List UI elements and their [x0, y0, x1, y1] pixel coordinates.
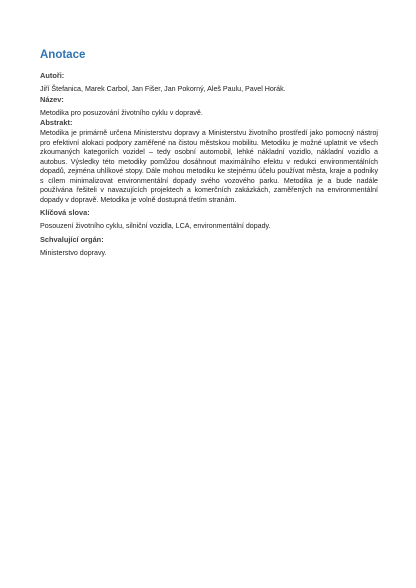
authors-value: Jiří Štefanica, Marek Carbol, Jan Fišer, Jan Pokorný, Aleš Paulu, Pavel Horák.: [40, 85, 286, 93]
title-section: [40, 95, 378, 119]
approver-section: [40, 235, 378, 259]
abstract-label: Abstrakt:: [40, 118, 73, 127]
keywords-label: Klíčová slova:: [40, 208, 90, 217]
page-heading: Anotace: [40, 49, 86, 61]
title-label: Název:: [40, 94, 64, 104]
authors-label: Autoři:: [40, 71, 65, 80]
abstract-section: [40, 118, 378, 205]
approver-value: Ministerstvo dopravy.: [40, 248, 107, 257]
approver-label: Schvalující orgán:: [40, 234, 104, 244]
abstract-value: Metodika je primárně určena Ministerstvu dopravy a Ministerstvu životního prostředí jako pomocný nástroj pro efektivní alokaci podpory zaměřené na čistou městskou mobilitu. Metodiku je možné uplatnit ve všech zkoumaných kategoriích vozidel – tedy osobní automobil, lehké nákladní vozidlo, nákladní vozidlo a autobus. Výsledky této metodiky pomůžou dosáhnout maximálního efektu v redukci environmentálních dopadů, zejména uhlíkové stopy. Dále mohou metodiku ke stejnému účelu používat města, kraje a podniky s cílem minimalizovat environmentální dopady svého vozového parku. Metodika je a bude nadále používána řešiteli v navazujících projektech a komerčních zakázkách, zaměřených na environmentální dopady v dopravě. Metodika je volně dostupná třetím stranám.: [40, 129, 378, 204]
authors-section: [40, 71, 378, 95]
annotation-page: [40, 48, 378, 258]
keywords-value: Posouzení životního cyklu, silniční vozidla, LCA, environmentální dopady.: [40, 222, 271, 230]
title-value: Metodika pro posuzování životního cyklu v dopravě.: [40, 108, 203, 117]
keywords-section: [40, 208, 378, 232]
